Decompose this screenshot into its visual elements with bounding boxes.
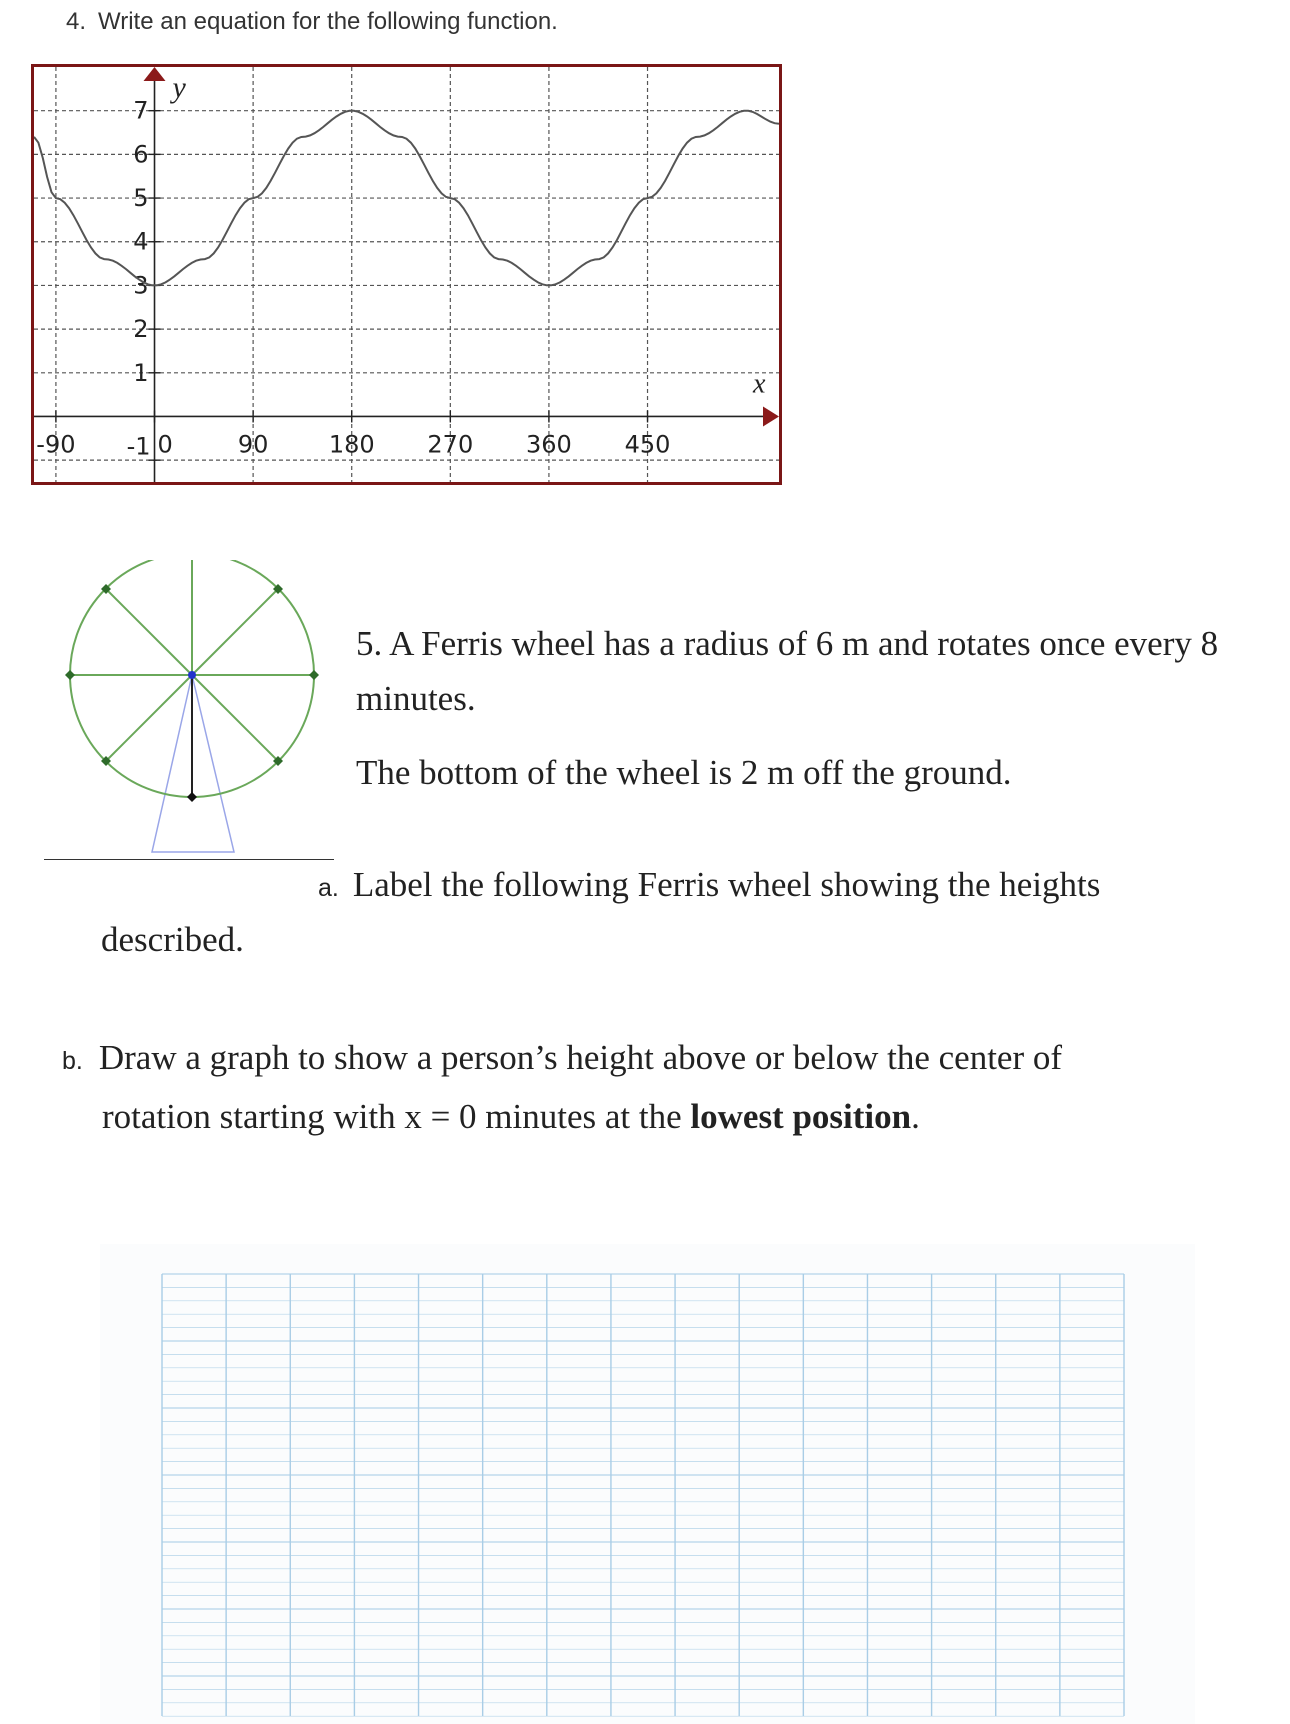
y-tick-label-2: 3 xyxy=(133,271,149,300)
y-tick-label-0: 1 xyxy=(133,358,149,387)
question-5-text: 5. A Ferris wheel has a radius of 6 m and rotates once every 8 minutes. xyxy=(356,624,1219,718)
x-tick-label-2: 90 xyxy=(237,430,269,459)
wheel-center xyxy=(188,671,196,679)
question-4-number: 4. xyxy=(66,8,87,35)
spoke-top-right xyxy=(192,589,278,675)
part-b-line2 xyxy=(62,1089,1222,1144)
spoke-top-left xyxy=(106,589,192,675)
x-tick-label-3: 180 xyxy=(328,430,375,459)
x-axis-arrow xyxy=(763,406,779,426)
y-tick-label-5: 6 xyxy=(133,140,149,169)
part-b-line2-pre: rotation starting with x = 0 minutes at the xyxy=(102,1097,691,1136)
question-5-ground-text: The bottom of the wheel is 2 m off the ground. xyxy=(356,753,1012,792)
y-tick-label-neg: -1 xyxy=(126,432,151,461)
question-4 xyxy=(66,8,558,36)
part-b-line1: Draw a graph to show a person’s height above or below the center of xyxy=(98,1038,1063,1077)
spoke-bottom-right xyxy=(192,675,278,761)
ferris-wheel-diagram xyxy=(44,560,344,860)
car-left xyxy=(65,670,75,680)
question-4-text: Write an equation for the following function. xyxy=(98,8,558,35)
x-tick-label-1: 0 xyxy=(157,430,173,459)
y-tick-label-3: 4 xyxy=(133,227,149,256)
part-b-line2-bold: lowest position xyxy=(690,1097,912,1136)
part-a-continuation: described. xyxy=(101,920,244,959)
x-tick-label-4: 270 xyxy=(427,430,474,459)
y-tick-label-1: 2 xyxy=(133,315,149,344)
x-tick-label-5: 360 xyxy=(526,430,572,459)
function-graph xyxy=(31,64,782,485)
x-axis-label: x xyxy=(753,368,766,400)
function-graph-svg xyxy=(34,67,779,482)
y-tick-label-6: 7 xyxy=(133,96,149,125)
spoke-bottom-left xyxy=(106,675,192,761)
car-right xyxy=(309,670,319,680)
x-tick-label-6: 450 xyxy=(624,430,671,459)
y-tick-label-4: 5 xyxy=(133,184,149,213)
part-a-text: Label the following Ferris wheel showing the heights xyxy=(352,865,1101,904)
x-tick-label-0: -90 xyxy=(36,430,76,459)
car-bottom xyxy=(187,792,197,802)
part-b xyxy=(62,1030,1222,1144)
part-a xyxy=(318,865,1100,905)
paper-background xyxy=(100,1244,1195,1724)
part-b-line2-post: . xyxy=(911,1097,920,1136)
part-a-marker: a. xyxy=(318,874,339,902)
blank-graph-paper[interactable] xyxy=(100,1244,1195,1724)
y-axis-arrow xyxy=(144,67,166,81)
y-axis-label: y xyxy=(172,71,186,104)
part-b-marker: b. xyxy=(62,1047,83,1075)
